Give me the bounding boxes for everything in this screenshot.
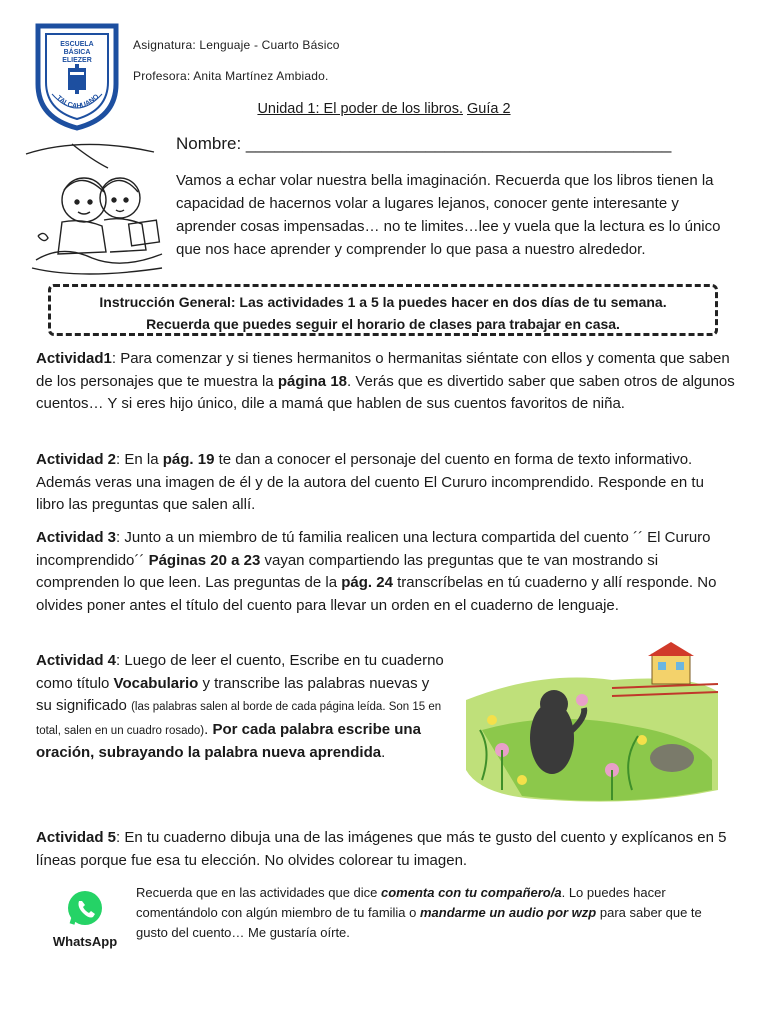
activity-3 [36, 527, 736, 617]
activity-2-text-2: te dan a conocer el personaje del cuento en forma de texto informativo. Además veras una imagen de él y de la autora del cuento El Cururo incomprendido. Responde en tu libro las preguntas que salen allí. [36, 451, 704, 513]
activity-5-text: : En tu cuaderno dibuja una de las imágenes que más te gusto del cuento y explícanos en 5 líneas porque fue esa tu elección. No olvides colorear tu imagen. [36, 829, 727, 869]
activity-3-text-3: transcríbelas en tú cuaderno y allí responde. No olvides poner antes el título del cuento para llevar un orden en el cuaderno de lenguaje. [36, 574, 717, 614]
footer-text-1: Recuerda que en las actividades que dice [136, 885, 381, 900]
unit-name: Unidad 1: El poder de los libros. [257, 101, 463, 117]
unit-title [0, 101, 768, 117]
activity-4-label: Actividad 4 [36, 652, 117, 669]
footer-text-2: . Lo puedes hacer comentándolo con algún miembro de tu familia o [136, 885, 666, 920]
activity-2 [36, 449, 736, 517]
activity-4-vocab: Vocabulario [113, 674, 199, 692]
activity-3-pages: Páginas 20 a 23 [148, 551, 261, 569]
activity-3-page-24: pág. 24 [341, 574, 393, 591]
instruction-line-2: Recuerda que puedes seguir el horario de clases para trabajar en casa. [146, 316, 620, 332]
instruction-line-1: Instrucción General: Las actividades 1 a 5 la puedes hacer en dos días de tu semana. [99, 294, 667, 310]
activity-1-text-2: . Verás que es divertido saber que saben otros de algunos cuentos… Y si eres hijo único, dile a mamá que hablen de sus cuentos favoritos de niña. [36, 372, 735, 412]
name-field[interactable] [176, 134, 671, 154]
subject-line: Asignatura: Lenguaje - Cuarto Básico [133, 38, 340, 52]
svg-text:ELIEZER: ELIEZER [62, 57, 92, 64]
activity-2-label: Actividad 2 [36, 451, 117, 468]
activity-3-text: : Junto a un miembro de tú familia realicen una lectura compartida del cuento ´´ El Cururo incomprendido´´ [36, 529, 711, 569]
activity-4-bold-instruction: Por cada palabra escribe una oración, subrayando la palabra nueva aprendida [36, 720, 421, 761]
activity-5-label: Actividad 5 [36, 829, 117, 846]
activity-2-text: : En la [116, 451, 163, 468]
teacher-line: Profesora: Anita Martínez Ambiado. [133, 69, 329, 83]
activity-1-text: : Para comenzar y si tienes hermanitos o hermanitas siéntate con ellos y comenta que saben de los personajes que te muestra la [36, 350, 730, 390]
activity-2-page: pág. 19 [162, 451, 215, 468]
svg-text:TALCAHUANO: TALCAHUANO [54, 93, 101, 111]
svg-text:BÁSICA: BÁSICA [63, 49, 91, 56]
guide-number: Guía 2 [467, 101, 511, 117]
activity-4-note: (las palabras salen al borde de cada página leída. Son 15 en total, salen en un cuadro rosado) [36, 701, 442, 737]
activity-1-label: Actividad1 [36, 350, 112, 367]
activity-4-text-2: y transcribe las palabras nuevas y su significado [36, 674, 430, 714]
kids-reading-illustration [22, 140, 170, 282]
whatsapp-icon [44, 888, 126, 930]
activity-3-text-2: vayan compartiendo las preguntas que te van mostrando si comprenden lo que leen. Las preguntas de la [36, 551, 659, 591]
svg-text:ESCUELA: ESCUELA [60, 41, 94, 48]
footer-bold-2: mandarme un audio por wzp [420, 905, 597, 920]
whatsapp-logo [44, 888, 126, 948]
activity-4-text: : Luego de leer el cuento, Escribe en tu cuaderno como título [36, 652, 444, 692]
cururo-garden-illustration [462, 640, 720, 808]
activity-4-text-4: . [381, 744, 386, 761]
footer-text-3: para saber que te gusto del cuento… Me gustaría oírte. [136, 905, 702, 940]
footer-bold-1: comenta con tu compañero/a [381, 885, 562, 900]
activity-3-label: Actividad 3 [36, 529, 117, 546]
activity-1 [36, 348, 736, 416]
name-line: _____________________________________________ [245, 134, 672, 153]
activity-1-page: página 18 [277, 372, 348, 390]
whatsapp-label: WhatsApp [52, 934, 118, 949]
general-instruction-box [48, 284, 718, 336]
intro-paragraph: Vamos a echar volar nuestra bella imaginación. Recuerda que los libros tienen la capacidad de hacernos volar a lugares lejanos, conocer gente interesante y aprender cosas impensadas… no te limites…lee y vuela que la lectura es lo único que nos hace aprender y comprender lo que pasa a nuestro alrededor. [176, 172, 721, 258]
activity-4 [36, 650, 444, 765]
activity-5 [36, 827, 736, 872]
footer-note [136, 883, 736, 943]
name-label: Nombre: [176, 134, 242, 153]
activity-4-text-3: . [204, 720, 213, 738]
